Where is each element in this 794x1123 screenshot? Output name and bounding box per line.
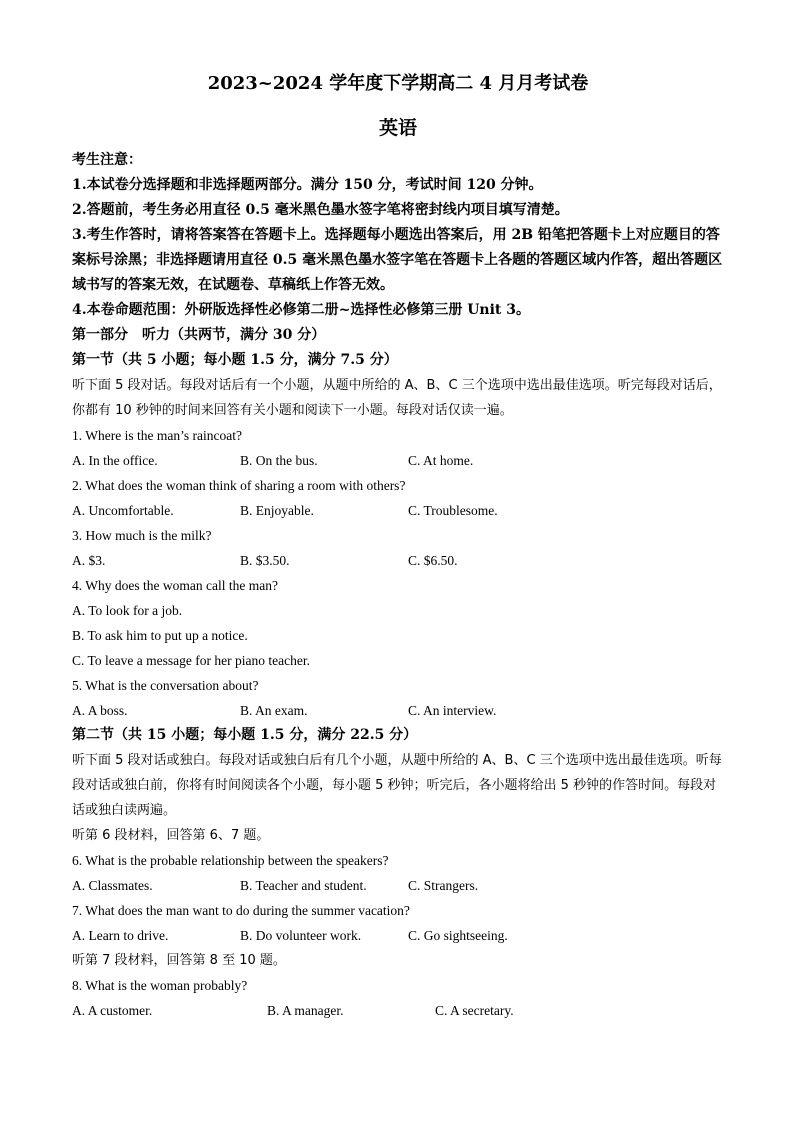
option-c: C. Go sightseeing.	[408, 928, 508, 943]
question-3-options	[72, 548, 724, 573]
question-2: 2. What does the woman think of sharing a room with others?	[72, 478, 406, 493]
part1-heading: 第一部分 听力（共两节，满分 30 分）	[72, 327, 326, 343]
option-c: C. A secretary.	[435, 1003, 514, 1018]
option-b: B. $3.50.	[240, 553, 290, 568]
option-b: B. To ask him to put up a notice.	[72, 628, 248, 643]
option-c: C. To leave a message for her piano teacher.	[72, 653, 310, 668]
option-a: A. Classmates.	[72, 878, 153, 893]
option-a: A. $3.	[72, 553, 106, 568]
question-6: 6. What is the probable relationship between the speakers?	[72, 853, 389, 868]
question-4: 4. Why does the woman call the man?	[72, 578, 278, 593]
question-8: 8. What is the woman probably?	[72, 978, 248, 993]
notice-item-2: 2.答题前，考生务必用直径 0.5 毫米黑色墨水签字笔将密封线内项目填写清楚。	[72, 202, 569, 218]
material-7-note: 听第 7 段材料，回答第 8 至 10 题。	[72, 953, 286, 968]
subject-title: 英语	[378, 117, 417, 139]
option-a: A. Uncomfortable.	[72, 503, 174, 518]
question-8-options	[72, 998, 724, 1023]
option-b: B. Enjoyable.	[240, 503, 314, 518]
notice-item-1: 1.本试卷分选择题和非选择题两部分。满分 150 分，考试时间 120 分钟。	[72, 177, 543, 193]
option-a: A. A customer.	[72, 1003, 153, 1018]
question-7-options	[72, 923, 724, 948]
section1-heading: 第一节（共 5 小题；每小题 1.5 分，满分 7.5 分）	[72, 352, 398, 368]
question-5-options	[72, 698, 724, 723]
option-a: A. Learn to drive.	[72, 928, 169, 943]
section1-instructions: 听下面 5 段对话。每段对话后有一个小题，从题中所给的 A、B、C 三个选项中选出最佳选项。听完每段对话后，你都有 10 秒钟的时间来回答有关小题和阅读下一小题。每段对话仅读一遍。	[72, 378, 722, 418]
section2-instructions: 听下面 5 段对话或独白。每段对话或独白后有几个小题，从题中所给的 A、B、C 三个选项中选出最佳选项。听每段对话或独白前，你将有时间阅读各个小题，每小题 5 秒钟；听完后，各小题将给出 5 秒钟的作答时间。每段对话或独白读两遍。	[72, 753, 722, 818]
exam-title: 2023~2024 学年度下学期高二 4 月月考试卷	[207, 73, 589, 94]
notice-heading: 考生注意：	[72, 152, 142, 168]
option-b: B. On the bus.	[240, 453, 318, 468]
option-c: C. At home.	[408, 453, 474, 468]
option-a: A. In the office.	[72, 453, 158, 468]
question-7: 7. What does the man want to do during the summer vacation?	[72, 903, 410, 918]
section2-heading: 第二节（共 15 小题；每小题 1.5 分，满分 22.5 分）	[72, 727, 418, 743]
option-a: A. To look for a job.	[72, 603, 183, 618]
option-c: C. $6.50.	[408, 553, 458, 568]
question-5: 5. What is the conversation about?	[72, 678, 259, 693]
question-1-options	[72, 448, 724, 473]
option-c: C. An interview.	[408, 703, 497, 718]
option-c: C. Strangers.	[408, 878, 479, 893]
material-6-note: 听第 6 段材料，回答第 6、7 题。	[72, 828, 270, 843]
question-6-options	[72, 873, 724, 898]
question-2-options	[72, 498, 724, 523]
notice-item-3: 3.考生作答时，请将答案答在答题卡上。选择题每小题选出答案后，用 2B 铅笔把答题卡上对应题目的答案标号涂黑；非选择题请用直径 0.5 毫米黑色墨水签字笔在答题卡上各题的答题区域内作答，超出答题区域书写的答案无效，在试题卷、草稿纸上作答无效。	[72, 227, 723, 293]
option-b: B. Do volunteer work.	[240, 928, 362, 943]
option-b: B. Teacher and student.	[240, 878, 367, 893]
option-b: B. A manager.	[267, 1003, 344, 1018]
question-1: 1. Where is the man’s raincoat?	[72, 428, 242, 443]
option-b: B. An exam.	[240, 703, 308, 718]
option-c: C. Troublesome.	[408, 503, 498, 518]
exam-page	[72, 70, 724, 1023]
notice-item-4: 4.本卷命题范围：外研版选择性必修第二册~选择性必修第三册 Unit 3。	[72, 302, 531, 318]
question-3: 3. How much is the milk?	[72, 528, 212, 543]
option-a: A. A boss.	[72, 703, 128, 718]
